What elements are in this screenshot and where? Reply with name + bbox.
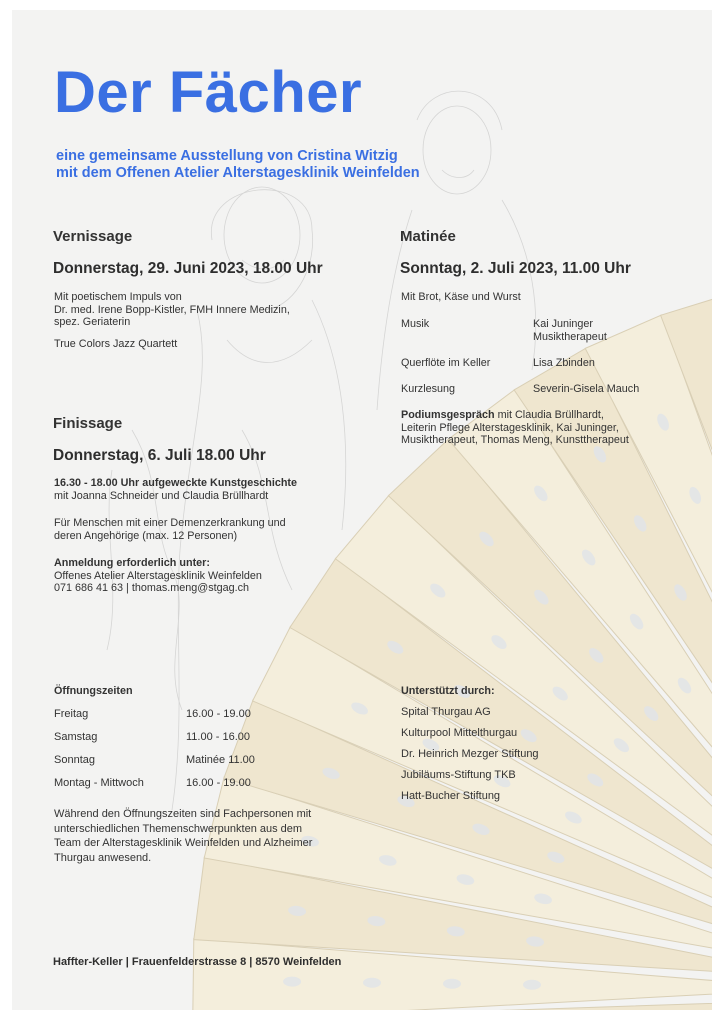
subtitle-line: eine gemeinsame Ausstellung von Cristina Witzig: [56, 148, 398, 164]
text-line: Dr. med. Irene Bopp-Kistler, FMH Innere Medizin,: [54, 303, 290, 316]
finissage-heading: Finissage: [53, 415, 123, 432]
program-label: Kurzlesung: [401, 383, 456, 395]
finissage-date: Donnerstag, 6. Juli 18.00 Uhr: [53, 447, 266, 464]
text-line: unterschiedlichen Themenschwerpunkten aus dem: [54, 822, 303, 835]
registration-org: Offenes Atelier Alterstagesklinik Weinfelden: [54, 569, 262, 582]
program-label: Musik: [401, 318, 430, 330]
hours-day: Sonntag: [54, 754, 95, 766]
text-line: Für Menschen mit einer Demenzerkrankung und: [54, 517, 286, 529]
finissage-audience: [54, 517, 286, 542]
finissage-history: [54, 477, 297, 502]
text-line: deren Angehörige (max. 12 Personen): [54, 529, 238, 542]
opening-hours-heading: Öffnungszeiten: [54, 685, 133, 697]
sponsors-heading: Unterstützt durch:: [401, 685, 495, 697]
hours-time: 16.00 - 19.00: [186, 777, 251, 789]
text-line: Musiktherapeut, Thomas Meng, Kunsttherapeut: [401, 434, 629, 446]
text-line: spez. Geriaterin: [54, 316, 131, 328]
poster-title: Der Fächer: [54, 60, 363, 125]
hours-day: Samstag: [54, 731, 98, 743]
podium-label: Podiumsgespräch: [401, 409, 495, 421]
program-performer: [533, 318, 607, 343]
program-performer: Severin-Gisela Mauch: [533, 383, 640, 395]
text-line: Musiktherapeut: [533, 330, 607, 343]
sponsor-item: Dr. Heinrich Mezger Stiftung: [401, 748, 539, 760]
program-label: Querflöte im Keller: [401, 357, 491, 369]
vernissage-heading: Vernissage: [53, 228, 133, 245]
hours-time: 11.00 - 16.00: [186, 731, 251, 743]
vernissage-impulse: [54, 291, 290, 329]
registration-heading: Anmeldung erforderlich unter:: [54, 557, 210, 569]
matinee-podium: [401, 409, 629, 447]
program-performer: Lisa Zbinden: [533, 357, 595, 369]
finissage-registration: [54, 557, 262, 595]
vernissage-date: Donnerstag, 29. Juni 2023, 18.00 Uhr: [53, 260, 323, 277]
matinee-heading: Matinée: [400, 228, 456, 245]
hours-time: 16.00 - 19.00: [186, 708, 251, 720]
sponsor-item: Hatt-Bucher Stiftung: [401, 790, 501, 802]
sponsor-item: Jubiläums-Stiftung TKB: [401, 769, 516, 781]
text-line: Leiterin Pflege Alterstagesklinik, Kai Juninger,: [401, 421, 619, 434]
podium-line: mit Claudia Brüllhardt,: [494, 409, 604, 421]
matinee-food: Mit Brot, Käse und Wurst: [401, 291, 521, 303]
text-line: mit Joanna Schneider und Claudia Brüllhardt: [54, 489, 269, 502]
vernissage-music: True Colors Jazz Quartett: [54, 338, 178, 350]
text-line: Mit poetischem Impuls von: [54, 291, 182, 303]
text-line: Thurgau anwesend.: [54, 851, 152, 864]
text-line: Kai Juninger: [533, 318, 594, 330]
poster: [12, 10, 712, 1010]
text-line: [401, 409, 629, 422]
hours-day: Freitag: [54, 708, 89, 720]
hours-day: Montag - Mittwoch: [54, 777, 144, 789]
venue-address: Haffter-Keller | Frauenfelderstrasse 8 | 8570 Weinfelden: [53, 956, 342, 968]
matinee-date: Sonntag, 2. Juli 2023, 11.00 Uhr: [400, 260, 631, 277]
subtitle-line: mit dem Offenen Atelier Alterstagesklinik Weinfelden: [56, 165, 420, 181]
sponsor-item: Kulturpool Mittelthurgau: [401, 727, 518, 739]
text-line: Team der Alterstagesklinik Weinfelden und Alzheimer: [54, 837, 313, 849]
poster-subtitle: [56, 148, 420, 182]
sponsor-item: Spital Thurgau AG: [401, 706, 491, 718]
text-line: 16.30 - 18.00 Uhr aufgeweckte Kunstgeschichte: [54, 477, 298, 489]
text-line: Während den Öffnungszeiten sind Fachpersonen mit: [54, 808, 312, 820]
hours-time: Matinée 11.00: [186, 754, 255, 766]
registration-contact: 071 686 41 63 | thomas.meng@stgag.ch: [54, 582, 250, 594]
opening-hours-note: [54, 807, 312, 865]
